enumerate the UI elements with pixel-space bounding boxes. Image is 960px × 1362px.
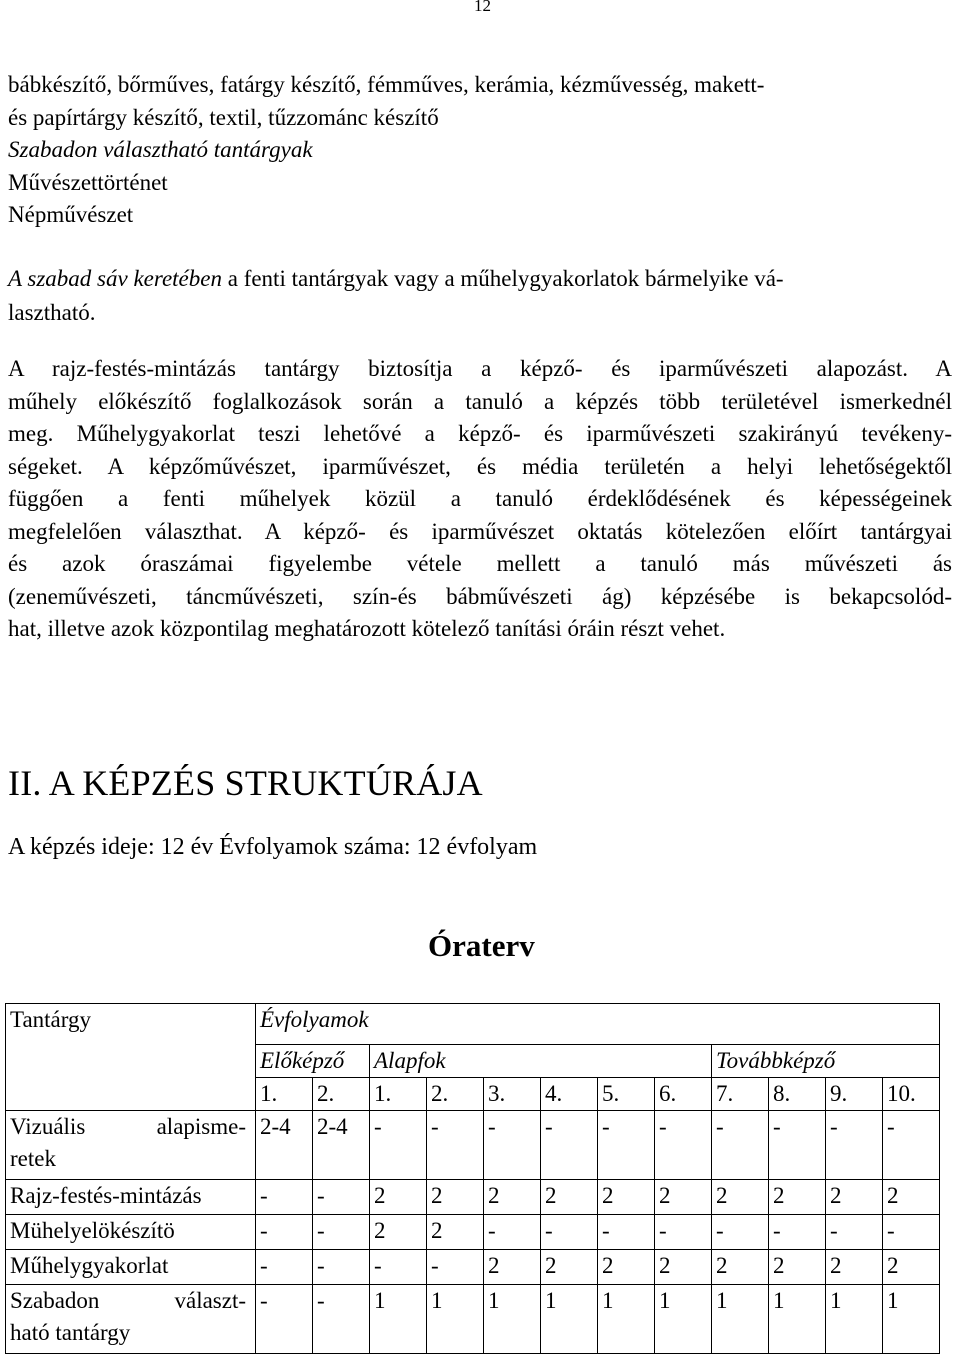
grade-cell: 1. [256, 1078, 313, 1111]
value-cell: - [370, 1250, 427, 1285]
subject-word: alapisme- [156, 1114, 246, 1139]
value-cell: - [256, 1285, 313, 1354]
value-cell: - [313, 1215, 370, 1250]
value-cell: 1 [484, 1285, 541, 1354]
value-cell: 2 [598, 1250, 655, 1285]
band-elokepzo [256, 1045, 370, 1078]
value-cell: - [883, 1215, 940, 1250]
free-band-italic: A szabad sáv keretében [8, 266, 222, 291]
table-row [6, 1285, 940, 1354]
value-cell: 2-4 [313, 1111, 370, 1180]
value-cell: - [769, 1215, 826, 1250]
band-label: Alapfok [374, 1048, 446, 1073]
value-cell: 1 [826, 1285, 883, 1354]
subject-cell: Rajz-festés-mintázás [6, 1180, 256, 1215]
table-title: Óraterv [428, 928, 535, 963]
value-cell: 2 [826, 1250, 883, 1285]
subject-cell: Mühelyelökészítö [6, 1215, 256, 1250]
band-label: Előképző [260, 1048, 345, 1073]
subject-line [10, 1285, 246, 1317]
value-cell: - [598, 1111, 655, 1180]
intro-line: Népművészet [8, 202, 134, 227]
grade-cell: 9. [826, 1078, 883, 1111]
free-band-paragraph [8, 262, 952, 330]
training-duration: A képzés ideje: 12 év Évfolyamok száma: 12 évfolyam [8, 834, 538, 860]
table-row [6, 1111, 940, 1180]
value-cell: 2 [769, 1180, 826, 1215]
value-cell: 2 [541, 1180, 598, 1215]
value-cell: 2 [769, 1250, 826, 1285]
value-cell: - [655, 1215, 712, 1250]
free-band-rest: a fenti tantárgyak vagy a műhelygyakorlatok bármelyike vá- [221, 266, 784, 291]
value-cell: 1 [712, 1285, 769, 1354]
main-paragraph [8, 353, 952, 646]
value-cell: 2 [541, 1250, 598, 1285]
subject-header: Tantárgy [6, 1004, 256, 1111]
value-cell: - [826, 1215, 883, 1250]
value-cell: 2 [370, 1215, 427, 1250]
paragraph-line: (zeneművészeti, táncművészeti, szín-és bábművészeti ág) képzésébe is bekapcsolód- [8, 583, 952, 609]
subject-line: ható tantárgy [10, 1320, 131, 1345]
subject-line: retek [10, 1146, 56, 1171]
grade-cell: 1. [370, 1078, 427, 1111]
value-cell: 1 [883, 1285, 940, 1354]
value-cell: 2-4 [256, 1111, 313, 1180]
table-header-row [6, 1004, 940, 1045]
value-cell: - [655, 1111, 712, 1180]
free-band-line: lasztható. [8, 300, 96, 325]
band-alapfok [370, 1045, 712, 1078]
optional-subjects-label: Szabadon választható tantárgyak [8, 137, 313, 162]
grade-cell: 5. [598, 1078, 655, 1111]
free-band-line [8, 262, 952, 296]
value-cell: - [712, 1111, 769, 1180]
subject-cell [6, 1285, 256, 1354]
subject-word: Szabadon [10, 1288, 100, 1313]
value-cell: 2 [712, 1250, 769, 1285]
value-cell: - [313, 1285, 370, 1354]
intro-line: és papírtárgy készítő, textil, tűzzománc készítő [8, 104, 439, 130]
value-cell: - [541, 1111, 598, 1180]
grade-cell: 10. [883, 1078, 940, 1111]
value-cell: 1 [370, 1285, 427, 1354]
intro-line: Művészettörténet [8, 169, 168, 195]
value-cell: 2 [484, 1250, 541, 1285]
value-cell: 2 [370, 1180, 427, 1215]
value-cell: 1 [598, 1285, 655, 1354]
subject-cell [6, 1111, 256, 1180]
value-cell: 2 [427, 1180, 484, 1215]
grade-cell: 3. [484, 1078, 541, 1111]
value-cell: - [712, 1215, 769, 1250]
subject-word: választ- [174, 1288, 246, 1313]
value-cell: - [883, 1111, 940, 1180]
value-cell: 1 [541, 1285, 598, 1354]
value-cell: 2 [598, 1180, 655, 1215]
grade-cell: 4. [541, 1078, 598, 1111]
value-cell: 2 [655, 1250, 712, 1285]
value-cell: 2 [427, 1215, 484, 1250]
value-cell: 2 [712, 1180, 769, 1215]
table-row [6, 1250, 940, 1285]
grade-cell: 2. [313, 1078, 370, 1111]
value-cell: - [427, 1250, 484, 1285]
intro-block [8, 69, 952, 232]
value-cell: 2 [484, 1180, 541, 1215]
timetable [5, 1003, 940, 1354]
value-cell: - [484, 1111, 541, 1180]
paragraph-line: műhely előkészítő foglalkozások során a tanuló a képzés több területével ismerkednél [8, 388, 952, 414]
paragraph-line: függően a fenti műhelyek közül a tanuló érdeklődésének és képességeinek [8, 486, 952, 511]
paragraph-line: ségeket. A képzőművészet, iparművészet, és média területén a helyi lehetőségektől [8, 453, 952, 479]
paragraph-line: és azok óraszámai figyelembe vétele mellett a tanuló más művészeti ás [8, 551, 952, 576]
band-label: Továbbképző [716, 1048, 836, 1073]
grades-header-label: Évfolyamok [260, 1007, 369, 1032]
paragraph-line: megfelelően választhat. A képző- és iparművészet oktatás kötelezően előírt tantárgyai [8, 518, 952, 544]
paragraph-line: meg. Műhelygyakorlat teszi lehetővé a képző- és iparművészeti szakirányú tevékeny- [8, 421, 952, 446]
subject-cell: Műhelygyakorlat [6, 1250, 256, 1285]
value-cell: 1 [655, 1285, 712, 1354]
value-cell: - [313, 1180, 370, 1215]
value-cell: - [826, 1111, 883, 1180]
value-cell: 2 [883, 1250, 940, 1285]
value-cell: - [370, 1111, 427, 1180]
grades-header [256, 1004, 940, 1045]
value-cell: - [313, 1250, 370, 1285]
value-cell: - [484, 1215, 541, 1250]
value-cell: 1 [427, 1285, 484, 1354]
intro-line: bábkészítő, bőrműves, fatárgy készítő, fémműves, kerámia, kézművesség, makett- [8, 72, 765, 97]
band-tovabbkepzo [712, 1045, 940, 1078]
page-number: 12 [474, 0, 491, 15]
value-cell: - [598, 1215, 655, 1250]
paragraph-line: hat, illetve azok központilag meghatározott kötelező tanítási óráin részt vehet. [8, 616, 726, 641]
value-cell: 2 [883, 1180, 940, 1215]
value-cell: - [541, 1215, 598, 1250]
value-cell: 1 [769, 1285, 826, 1354]
table-row [6, 1215, 940, 1250]
paragraph-line: A rajz-festés-mintázás tantárgy biztosítja a képző- és iparművészeti alapozást. A [8, 356, 952, 381]
grade-cell: 8. [769, 1078, 826, 1111]
grade-cell: 6. [655, 1078, 712, 1111]
intro-line-italic [8, 134, 952, 167]
grade-cell: 2. [427, 1078, 484, 1111]
subject-line [10, 1111, 246, 1143]
value-cell: 2 [826, 1180, 883, 1215]
section-heading: II. A KÉPZÉS STRUKTÚRÁJA [8, 763, 483, 803]
table-row [6, 1180, 940, 1215]
value-cell: - [256, 1250, 313, 1285]
value-cell: - [427, 1111, 484, 1180]
grade-cell: 7. [712, 1078, 769, 1111]
value-cell: - [256, 1180, 313, 1215]
value-cell: - [769, 1111, 826, 1180]
value-cell: 2 [655, 1180, 712, 1215]
value-cell: - [256, 1215, 313, 1250]
subject-word: Vizuális [10, 1114, 86, 1139]
